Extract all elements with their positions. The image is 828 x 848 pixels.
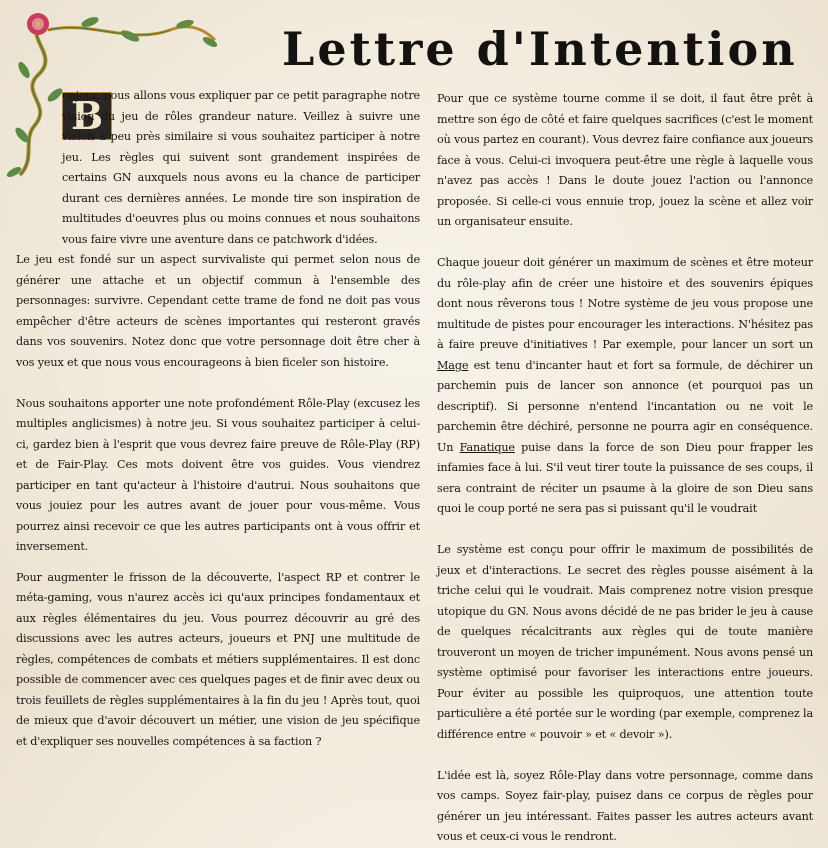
- survival-paragraph: Le jeu est fondé sur un aspect survivaliste qui permet selon nous de générer une attache et un objectif commun à l'ensemble des personnages: survivre. Cependant cette trame de fond ne doit pas vous empêcher d'être acteurs de scènes importantes qui resteront gravés dans vos souvenirs. Notez donc que votre personnage doit être cher à vos yeux et que nous vous encourageons à bien ficeler son histoire.: [16, 253, 420, 369]
- closing-paragraph: L'idée est là, soyez Rôle-Play dans votre personnage, comme dans vos camps. Soyez fair-play, puisez dans ce corpus de règles pour générer un jeu intéressant. Faites passer les autres acteurs avant vous et ceux-ci vous le rendront.: [437, 768, 813, 843]
- intro-paragraph: onjour, nous allons vous expliquer par ce petit paragraphe notre vision du jeu de rôles grandeur nature. Veillez à suivre une vision à peu près similaire si vous souhaitez participer à notre jeu. Les règles qui suivent sont grandement inspirées de certains GN auxquels nous avons eu la chance de participer durant ces dernières années. Le monde tire son inspiration de multitudes d'oeuvres plus ou moins connues et nous souhaitons vous faire vivre une aventure dans ce patchwork d'idées.: [62, 89, 420, 246]
- page-title: Lettre d'Intention: [282, 22, 798, 76]
- left-column: [16, 86, 420, 752]
- rules-paragraph: Le système est conçu pour offrir le maximum de possibilités de jeux et d'interactions. Le secret des règles pousse aisément à la triche celui qui le voudrait. Mais comprenez notre vision presque utopique du GN. Nous avons décidé de ne pas brider le jeu à cause de quelques récalcitrants aux règles qui de toute manière trouveront un moyen de tricher impunément. Nous avons pensé un système optimisé pour favoriser les interactions entre joueurs. Pour éviter au possible les quiproquos, une attention toute particulière a été portée sur le wording (par exemple, comprenez la différence entre « pouvoir » et « devoir »).: [437, 543, 813, 741]
- mage-term: Mage: [437, 358, 469, 372]
- right-column: [437, 89, 813, 848]
- drop-cap-letter: B: [70, 93, 104, 138]
- scenes-text-c: puise dans la force de son Dieu pour frapper les infamies face à lui. S'il veut tirer toute la puissance de ses coups, il sera contraint de réciter un psaume à la gloire de son Dieu sans quoi le coup porté ne sera pas si puissant qu'il le voudrait: [437, 440, 813, 515]
- discovery-paragraph: Pour augmenter le frisson de la découverte, l'aspect RP et contrer le méta-gaming, vous n'aurez accès ici qu'aux principes fondamentaux et aux règles élémentaires du jeu. Vous pourrez découvrir au gré des discussions avec les autres acteurs, joueurs et PNJ une multitude de règles, compétences de combats et métiers supplémentaires. Il est donc possible de commencer avec ces quelques pages et de finir avec deux ou trois feuillets de règles supplémentaires à la fin du jeu ! Après tout, quoi de mieux que d'avoir découvert un métier, une vision de jeu spécifique et d'expliquer ses nouvelles compétences à sa faction ?: [16, 570, 420, 748]
- fanatique-term: Fanatique: [459, 440, 515, 454]
- system-paragraph: Pour que ce système tourne comme il se doit, il faut être prêt à mettre son égo de côté et faire quelques sacrifices (c'est le moment où vous partez en courant). Vous devrez faire confiance aux joueurs face à vous. Celui-ci invoquera peut-être une règle à laquelle vous n'avez pas accès ! Dans le doute jouez l'action ou l'annonce proposée. Si celle-ci vous ennuie trop, jouez la scène et allez voir un organisateur ensuite.: [437, 92, 813, 228]
- scenes-paragraph: [437, 253, 813, 520]
- scenes-text-a: Chaque joueur doit générer un maximum de scènes et être moteur du rôle-play afin de créer une histoire et des souvenirs épiques dont nous rêverons tous ! Notre système de jeu vous propose une multitude de pistes pour encourager les interactions. N'hésitez pas à faire preuve d'initiatives ! Par exemple, pour lancer un sort un: [437, 256, 813, 351]
- scenes-text-b: est tenu d'incanter haut et fort sa formule, de déchirer un parchemin puis de lancer son annonce (et pourquoi pas un descriptif). Si personne n'entend l'incantation ou ne voit le parchemin être déchiré, personne ne pourra agir en conséquence. Un: [437, 358, 813, 454]
- roleplay-paragraph: Nous souhaitons apporter une note profondément Rôle-Play (excusez les multiples anglicismes) à notre jeu. Si vous souhaitez participer à celui-ci, gardez bien à l'esprit que vous devrez faire preuve de Rôle-Play (RP) et de Fair-Play. Ces mots doivent être vos guides. Vous viendrez participer en tant qu'acteur à l'histoire d'autrui. Nous souhaitons que vous jouiez pour les autres avant de jouer pour vous-même. Vous pourrez ainsi recevoir ce que les autres participants ont à vous offrir et inversement.: [16, 396, 420, 553]
